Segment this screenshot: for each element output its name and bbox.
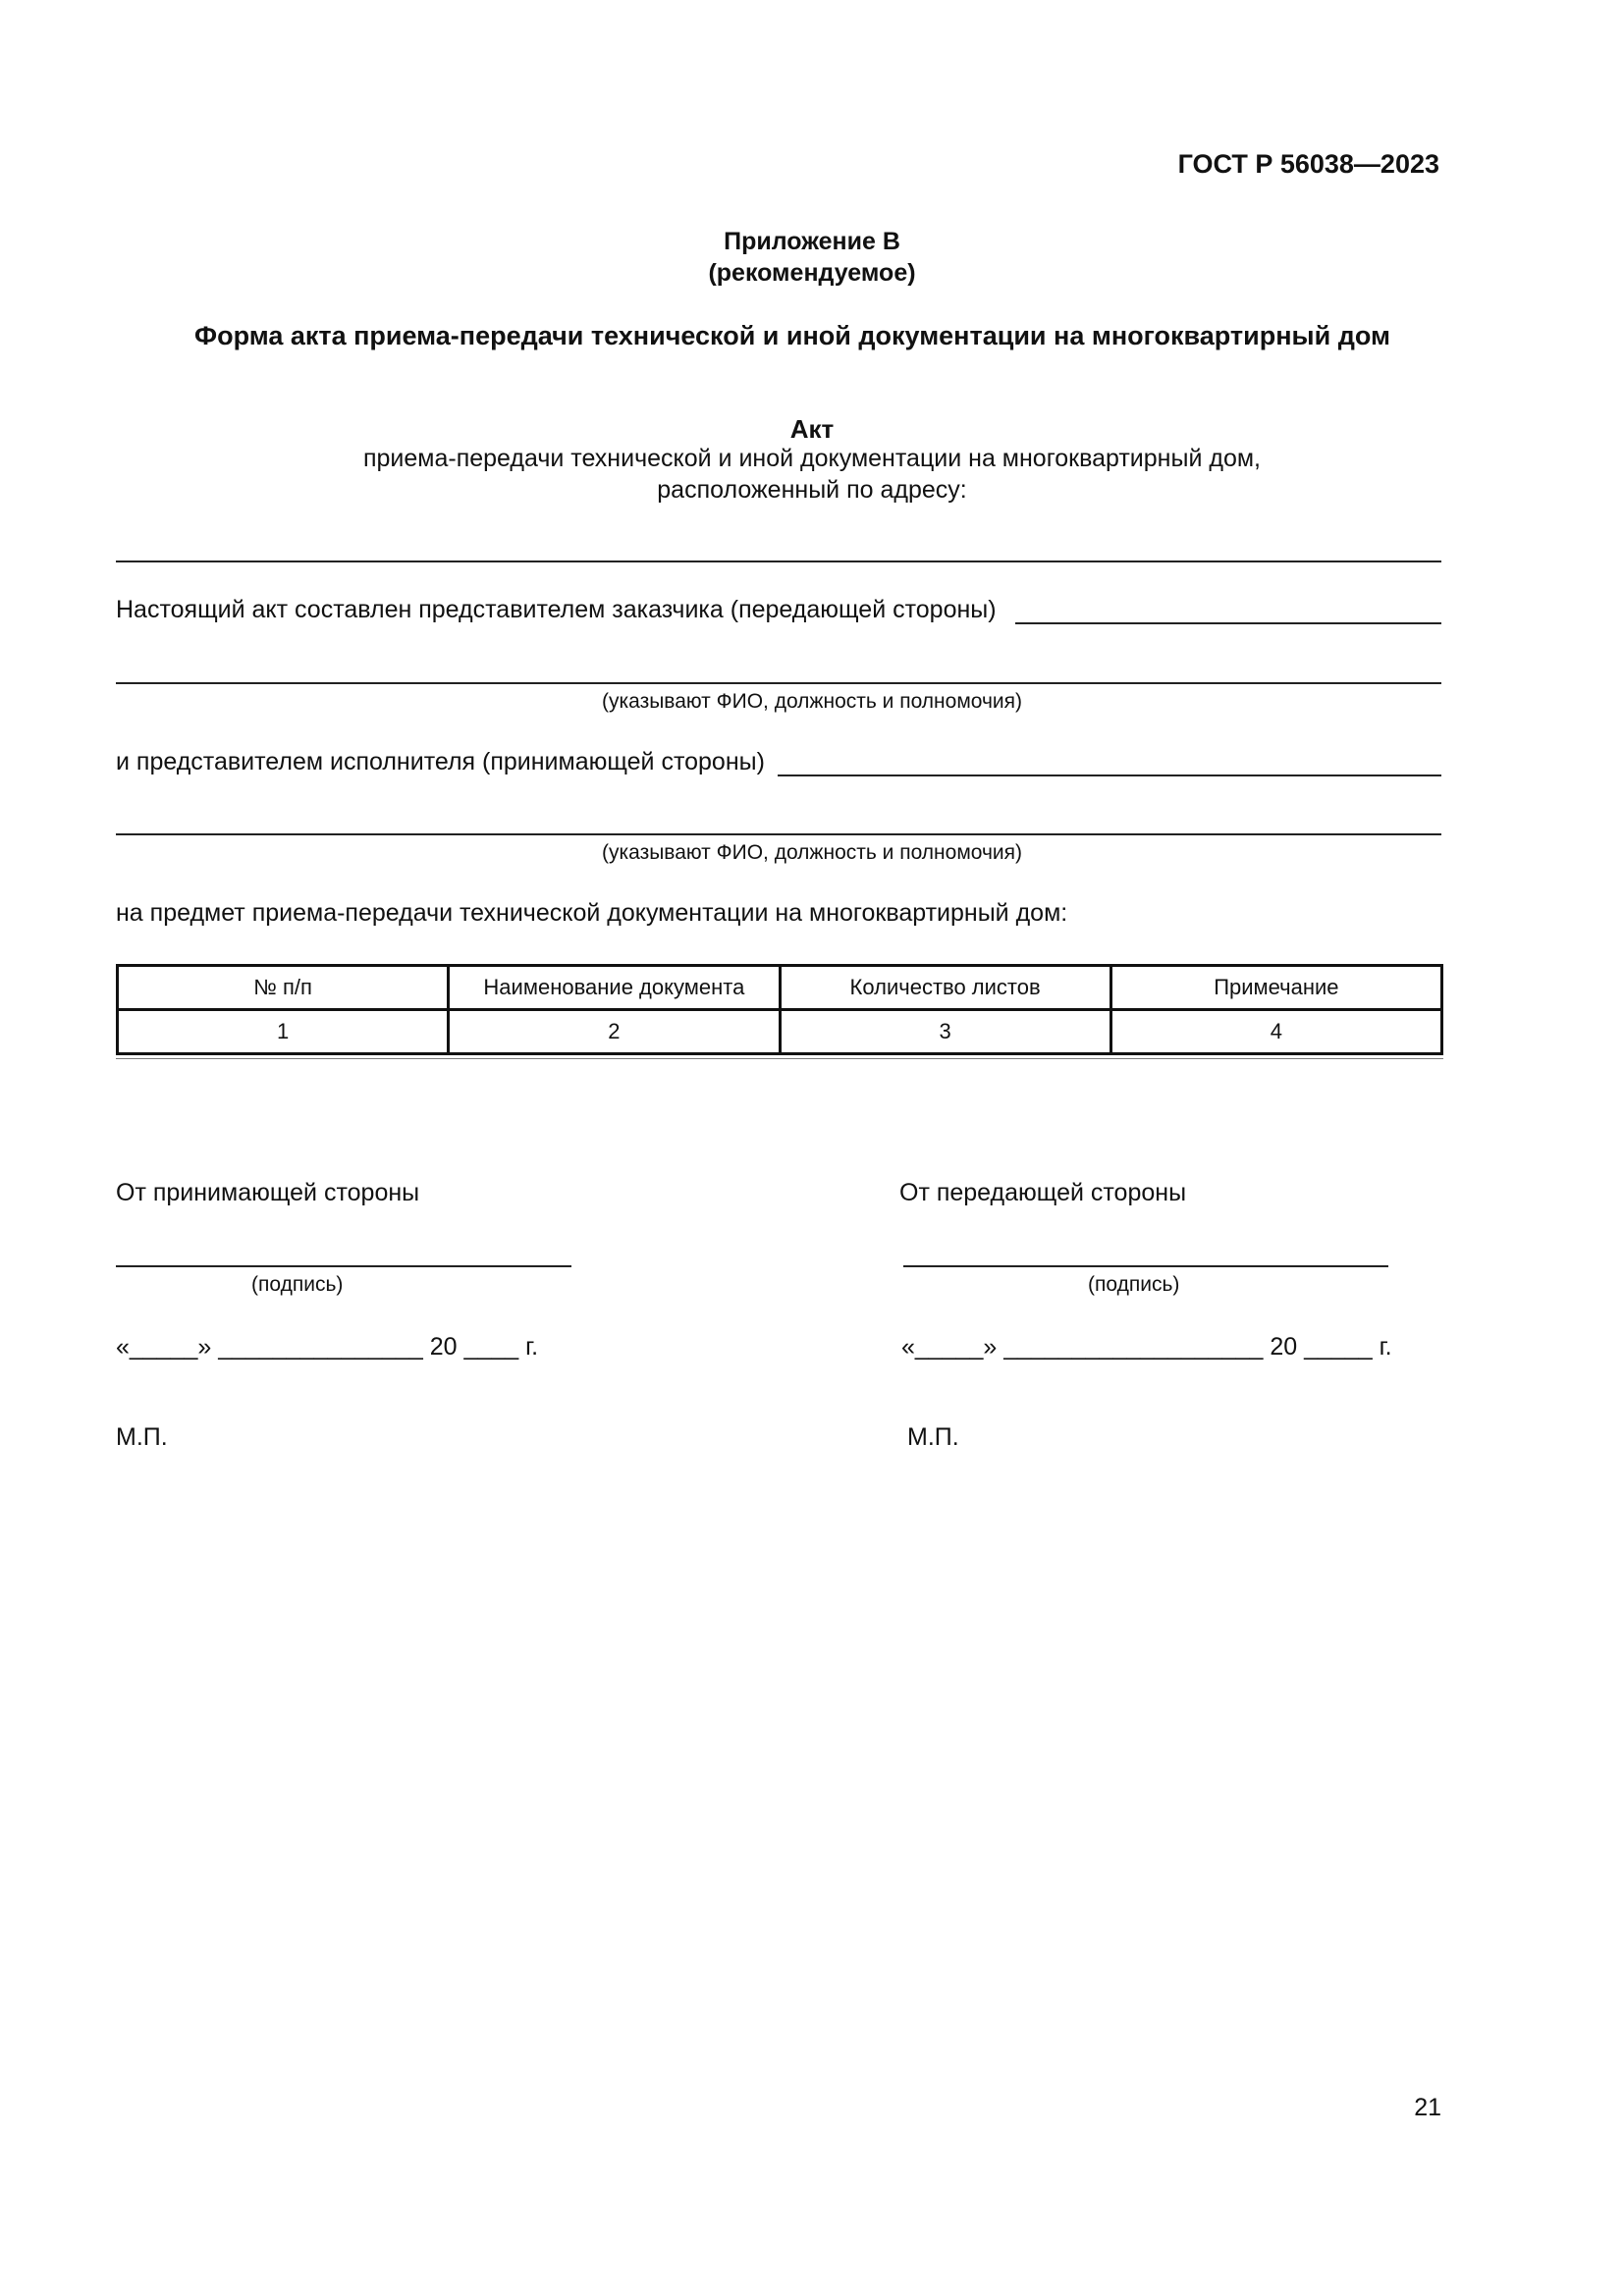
transferring-date-field[interactable]: «_____» ___________________ 20 _____ г. <box>901 1333 1392 1361</box>
page-number: 21 <box>1414 2094 1441 2121</box>
table-cell: 2 <box>449 1010 780 1054</box>
address-field-line[interactable] <box>116 561 1441 562</box>
table-row <box>118 1010 1442 1054</box>
document-standard-code: ГОСТ Р 56038—2023 <box>1177 149 1439 179</box>
contractor-rep-hint: (указывают ФИО, должность и полномочия) <box>601 841 1023 864</box>
transferring-party-label: От передающей стороны <box>899 1179 1187 1206</box>
transferring-seal-mark: М.П. <box>907 1423 959 1451</box>
table-header-cell: № п/п <box>118 966 449 1010</box>
act-subtitle-line2: расположенный по адресу: <box>657 476 967 504</box>
receiving-seal-mark: М.П. <box>116 1423 168 1451</box>
customer-rep-label: Настоящий акт составлен представителем заказчика (передающей стороны) <box>116 596 997 623</box>
receiving-signature-line[interactable] <box>116 1265 571 1267</box>
receiving-date-field[interactable]: «_____» _______________ 20 ____ г. <box>116 1333 539 1361</box>
receiving-signature-hint: (подпись) <box>251 1273 344 1296</box>
subject-text: на предмет приема-передачи технической документации на многоквартирный дом: <box>116 899 1068 927</box>
table-bottom-rule <box>116 1058 1443 1059</box>
documents-table <box>116 964 1443 1055</box>
table-cell: 3 <box>780 1010 1110 1054</box>
act-title: Акт <box>789 414 835 444</box>
appendix-status: (рекомендуемое) <box>708 259 916 287</box>
table-header-cell: Примечание <box>1110 966 1441 1010</box>
receiving-party-label: От принимающей стороны <box>116 1179 420 1206</box>
transferring-signature-hint: (подпись) <box>1088 1273 1180 1296</box>
customer-rep-hint: (указывают ФИО, должность и полномочия) <box>601 690 1023 713</box>
contractor-rep-label: и представителем исполнителя (принимающей стороны) <box>116 748 765 775</box>
contractor-rep-field-line[interactable] <box>778 774 1441 776</box>
table-header-cell: Количество листов <box>780 966 1110 1010</box>
appendix-heading: Форма акта приема-передачи технической и иной документации на многоквартирный дом <box>194 321 1390 350</box>
table-cell: 4 <box>1110 1010 1441 1054</box>
contractor-rep-field-line-2[interactable] <box>116 833 1441 835</box>
transferring-signature-line[interactable] <box>903 1265 1388 1267</box>
appendix-title: Приложение В <box>724 228 900 255</box>
table-cell: 1 <box>118 1010 449 1054</box>
table-header-cell: Наименование документа <box>449 966 780 1010</box>
customer-rep-field-line-2[interactable] <box>116 682 1441 684</box>
act-subtitle-line1: приема-передачи технической и иной документации на многоквартирный дом, <box>362 445 1261 472</box>
customer-rep-field-line[interactable] <box>1015 622 1441 624</box>
table-header-row <box>118 966 1442 1010</box>
